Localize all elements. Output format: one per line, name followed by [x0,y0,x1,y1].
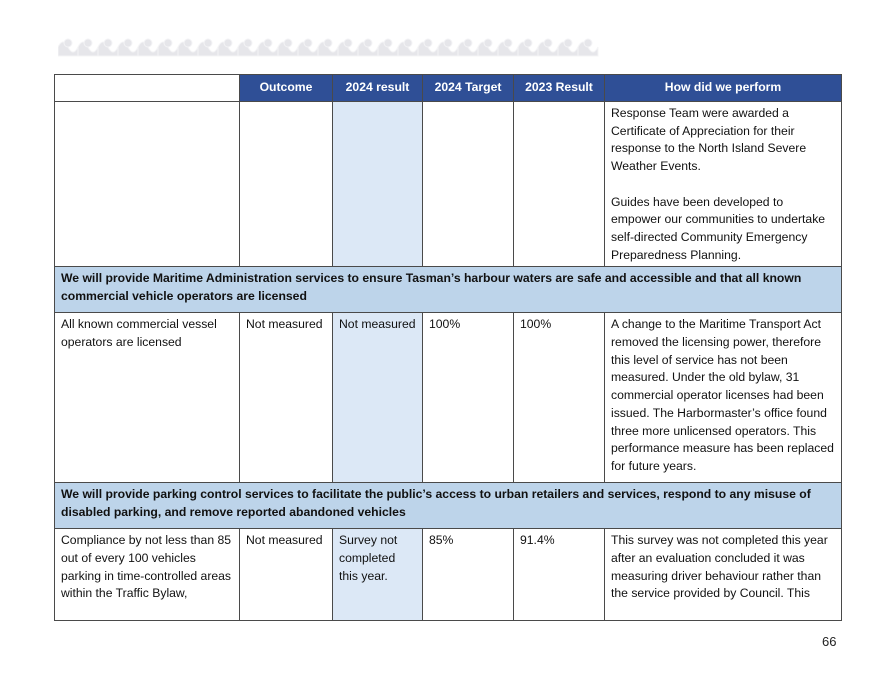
table-header-row [55,75,842,102]
pattern-motif [284,39,292,47]
pattern-motif [484,39,492,47]
pattern-motif [104,39,112,47]
result-2023-cell: 91.4% [514,529,605,621]
pattern-motif [264,39,272,47]
perform-paragraph: Guides have been developed to empower our communities to undertake self-directed Community Emergency Preparedness Planning. [611,194,826,262]
measure-cell: Compliance by not less than 85 out of every 100 vehicles parking in time-controlled areas within the Traffic Bylaw, [55,529,240,621]
pattern-motif [84,39,92,47]
header-2024-target: 2024 Target [423,75,514,102]
pattern-motif [384,39,392,47]
pattern-motif [184,39,192,47]
perform-cell [605,102,842,267]
measure-cell [55,102,240,267]
performance-table [54,74,842,621]
header-2023-result: 2023 Result [514,75,605,102]
pattern-motif [504,39,512,47]
pattern-motif [364,39,372,47]
result-2024-cell: Not measured [333,313,423,483]
target-2024-cell: 100% [423,313,514,483]
result-2023-cell: 100% [514,313,605,483]
outcome-cell: Not measured [240,529,333,621]
result-2024-cell [333,102,423,267]
target-2024-cell: 85% [423,529,514,621]
section-heading-row [55,267,842,313]
measure-cell: All known commercial vessel operators are licensed [55,313,240,483]
pattern-motif [444,39,452,47]
pattern-motif [204,39,212,47]
pattern-motif [304,39,312,47]
pattern-motif [164,39,172,47]
pattern-motif [124,39,132,47]
perform-cell: This survey was not completed this year after an evaluation concluded it was measuring driver behaviour rather than the service provided by Council. This [605,529,842,621]
result-2023-cell [514,102,605,267]
page-number: 66 [822,634,837,649]
decorative-pattern-banner [58,36,600,58]
perform-cell: A change to the Maritime Transport Act removed the licensing power, therefore this level of service has not been measured. Under the old bylaw, 31 commercial operator licenses had been issued. The Harbormaster’s office found three more unlicensed operators. This performance measure has been replaced for future years. [605,313,842,483]
header-2024-result: 2024 result [333,75,423,102]
header-outcome: Outcome [240,75,333,102]
pattern-motif [404,39,412,47]
section-heading-parking: We will provide parking control services to facilitate the public’s access to urban retailers and services, respond to any misuse of disabled parking, and remove reported abandoned vehicles [55,483,842,529]
header-measure [55,75,240,102]
pattern-motif [524,39,532,47]
pattern-motif [324,39,332,47]
pattern-motif [584,39,592,47]
table-row [55,313,842,483]
pattern-motif [244,39,252,47]
pattern-motif [224,39,232,47]
pattern-motif [544,39,552,47]
pattern-motif [344,39,352,47]
pattern-motif [564,39,572,47]
target-2024-cell [423,102,514,267]
pattern-motif [64,39,72,47]
header-how-did-we-perform: How did we perform [605,75,842,102]
table-row [55,529,842,621]
outcome-cell: Not measured [240,313,333,483]
perform-paragraph: Response Team were awarded a Certificate of Appreciation for their response to the North Island Severe Weather Events. [611,106,807,174]
outcome-cell [240,102,333,267]
table-row [55,102,842,267]
pattern-motif [144,39,152,47]
pattern-motif [464,39,472,47]
section-heading-maritime: We will provide Maritime Administration services to ensure Tasman’s harbour waters are safe and accessible and that all known commercial vehicle operators are licensed [55,267,842,313]
result-2024-cell: Survey not completed this year. [333,529,423,621]
section-heading-row [55,483,842,529]
pattern-motif [424,39,432,47]
